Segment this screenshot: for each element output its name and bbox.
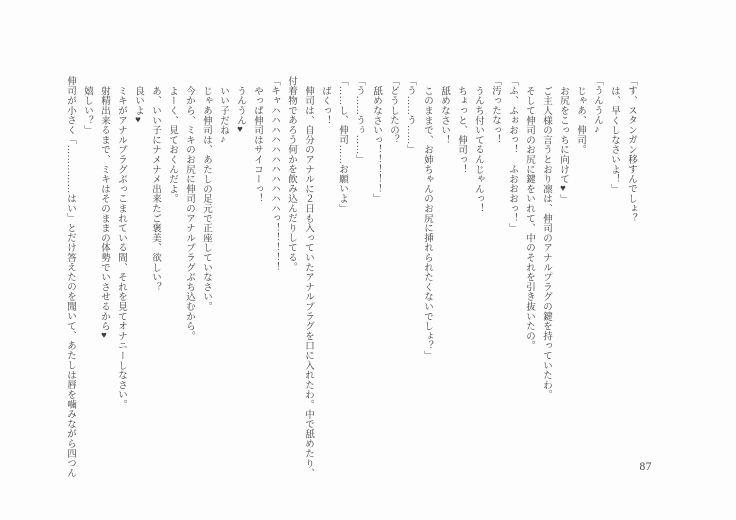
text-line: 「汚ったなっ！	[490, 76, 500, 145]
text-line: じゃあ伸司は、あたしの足元で正座していなさい。	[201, 85, 211, 311]
text-line: よーく、見ておくんだよ。	[167, 85, 177, 204]
text-line: 「どうしたの？	[388, 76, 398, 145]
text-line: 舐めなさいっ！！！！！」	[371, 85, 381, 204]
text-line: 伸司は、自分のアナルに２日も入っていたアナルプラグを口に入れたわ。中で舐めたり、	[303, 85, 313, 478]
text-line: 「う……う……」	[405, 76, 415, 155]
text-line: このままで、お姉ちゃんのお尻に挿れられたくないでしょ？」	[422, 85, 432, 360]
text-line: やっぱ伸司はサイコーっ！	[252, 85, 262, 204]
vertical-text-block	[61, 76, 639, 482]
text-line: 射精出来るまで、ミキはそのままの体勢でいさせるから♥	[99, 85, 109, 341]
text-line: は、早くしなさいよ！」	[609, 85, 619, 194]
text-line: お尻をこっちに向けて♥」	[558, 85, 568, 204]
text-line: 良いよ♥	[133, 85, 143, 126]
text-line: 伸司が小さく「……………はい」とだけ答えたのを聞いて、あたしは唇を噛みながら四つん	[65, 76, 75, 478]
page-number: 87	[639, 461, 652, 473]
text-line: 「うんうん♪	[592, 76, 602, 136]
text-line: 「……し、伸司……お願いよ」	[337, 76, 347, 214]
text-line: うんうん♥	[235, 85, 245, 135]
text-line: 嬉しい？」	[82, 85, 92, 135]
text-line: 「ふ、ふぉおっ！ ふおおおっ！」	[507, 76, 517, 233]
text-line: じゃあ、伸司。	[575, 85, 585, 155]
text-line: 「う……うぅ……」	[354, 76, 364, 165]
text-line: いい子だね♪	[218, 85, 228, 145]
text-line: うんち付いてるんじゃんっ！	[473, 85, 483, 213]
text-line: ちょっと、伸司っ！	[456, 85, 466, 174]
text-line: あ、いい子にナメナメ出来たご褒美、欲しい？	[150, 85, 160, 292]
text-line: ばくっ！	[320, 85, 330, 125]
text-line: 付着物であろう何かを飲み込んだりしてる。	[286, 76, 296, 272]
text-line: 舐めなさい！	[439, 85, 449, 145]
text-line: ご主人様の言うとおり凛は、伸司のアナルプラグの鍵を持っていたわ。	[541, 85, 551, 400]
text-line: ミキがアナルプラグぶっこまれている間、それを見てオナニーしなさい。	[116, 85, 126, 409]
text-line: そして伸司のお尻に鍵をいれて、中のそれを引き抜いたの。	[524, 85, 534, 351]
text-line: 今から、ミキのお尻に伸司のアナルプラグぶち込むから。	[184, 85, 194, 341]
text-line: 「キャハハハハハハハハハハハっ！！！！！	[269, 76, 279, 272]
text-line: 「す、スタンガン移すんでしょ？	[626, 76, 636, 223]
